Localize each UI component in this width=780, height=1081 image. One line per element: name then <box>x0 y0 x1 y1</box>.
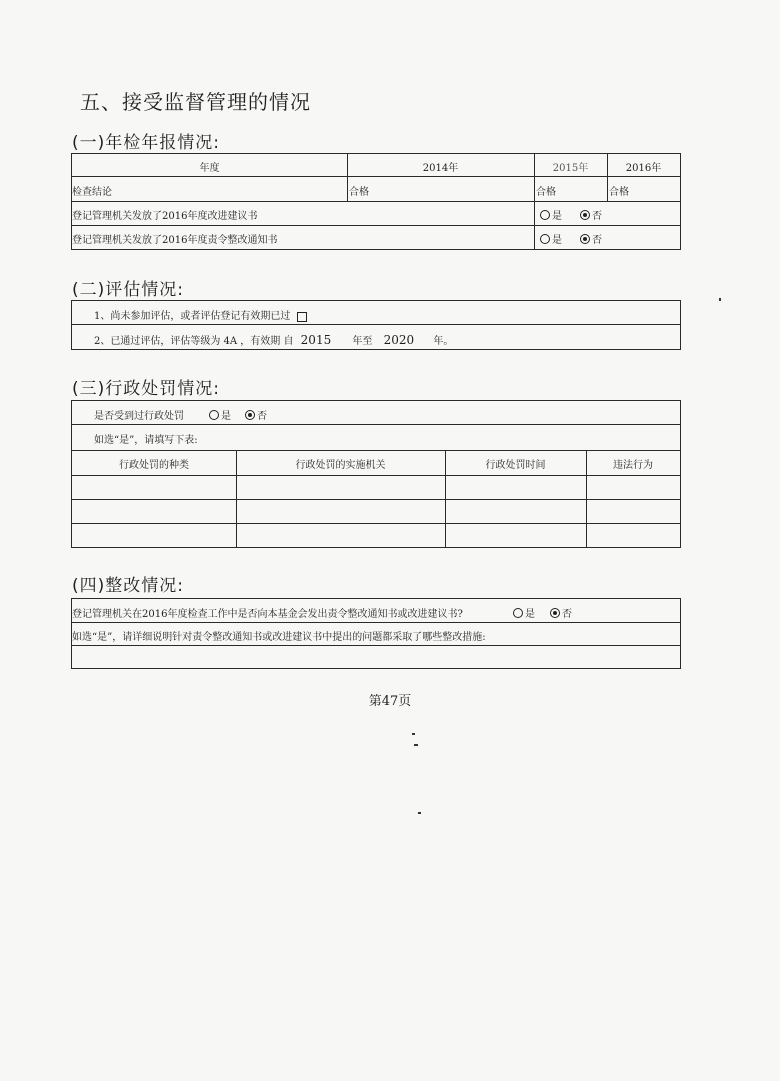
col-violation: 违法行为 <box>613 460 653 471</box>
radio-icon[interactable] <box>540 210 550 220</box>
improve-notice-label: 登记管理机关发放了2016年度改进建议书 <box>72 211 258 222</box>
rectification-no-option[interactable]: 否 <box>550 605 572 620</box>
rectification-question: 登记管理机关在2016年度检查工作中是否向本基金会发出责令整改通知书或改进建议书? <box>72 609 463 620</box>
col-penalty-time: 行政处罚时间 <box>485 460 546 471</box>
valid-start-year: 2015 <box>300 333 332 347</box>
year-2016: 2016年 <box>625 163 662 174</box>
penalty-instruction: 如选“是”，请填写下表: <box>94 435 198 446</box>
penalty-no-option[interactable]: 否 <box>245 407 267 422</box>
conclusion-2016: 合格 <box>609 187 629 198</box>
rectify-notice-label: 登记管理机关发放了2016年度责令整改通知书 <box>72 235 278 246</box>
col-penalty-type: 行政处罚的种类 <box>119 460 189 471</box>
radio-selected-icon[interactable] <box>245 410 255 420</box>
radio-icon[interactable] <box>513 608 523 618</box>
year-2014: 2014年 <box>422 163 459 174</box>
scan-speck <box>412 733 415 735</box>
radio-selected-icon[interactable] <box>550 608 560 618</box>
rectification-instruction: 如选“是”，请详细说明针对责令整改通知书或改进建议书中提出的问题都采取了哪些整改措施: <box>72 632 486 643</box>
improve-notice-no-option[interactable]: 否 <box>580 207 602 222</box>
year-2015: 2015年 <box>552 163 589 174</box>
section-heading-penalty: (三)行政处罚情况: <box>72 379 220 399</box>
section-heading-evaluation: (二)评估情况: <box>72 280 184 300</box>
section-heading-annual-inspection: (一)年检年报情况: <box>72 133 220 153</box>
rectification-table <box>71 598 681 669</box>
col-penalty-authority: 行政处罚的实施机关 <box>295 460 386 471</box>
conclusion-label: 检查结论 <box>72 187 112 198</box>
evaluation-not-participated: 1、尚未参加评估，或者评估登记有效期已过 <box>94 307 307 322</box>
year-header: 年度 <box>199 163 220 174</box>
radio-selected-icon[interactable] <box>580 210 590 220</box>
radio-selected-icon[interactable] <box>580 234 590 244</box>
scan-speck <box>414 744 418 746</box>
scan-speck <box>418 812 421 814</box>
radio-icon[interactable] <box>540 234 550 244</box>
penalty-table <box>71 400 681 548</box>
penalty-yes-option[interactable]: 是 <box>209 407 231 422</box>
penalty-question: 是否受到过行政处罚 <box>94 411 184 422</box>
checkbox-icon[interactable] <box>297 312 307 322</box>
rectification-yes-option[interactable]: 是 <box>513 605 535 620</box>
scan-speck <box>719 298 721 301</box>
page-title: 五、接受监督管理的情况 <box>80 90 311 114</box>
section-heading-rectification: (四)整改情况: <box>72 576 184 596</box>
conclusion-2014: 合格 <box>349 187 369 198</box>
valid-end-year: 2020 <box>383 333 415 347</box>
radio-icon[interactable] <box>209 410 219 420</box>
evaluation-passed-line: 2、已通过评估，评估等级为 4A ，有效期 自 2015 年至 2020 年。 <box>94 333 454 347</box>
conclusion-2015: 合格 <box>536 187 556 198</box>
evaluation-table <box>71 300 681 350</box>
rectify-notice-yes-option[interactable]: 是 <box>540 231 562 246</box>
page-number: 第47页 <box>368 694 412 709</box>
improve-notice-yes-option[interactable]: 是 <box>540 207 562 222</box>
rectify-notice-no-option[interactable]: 否 <box>580 231 602 246</box>
annual-inspection-table <box>71 153 681 250</box>
